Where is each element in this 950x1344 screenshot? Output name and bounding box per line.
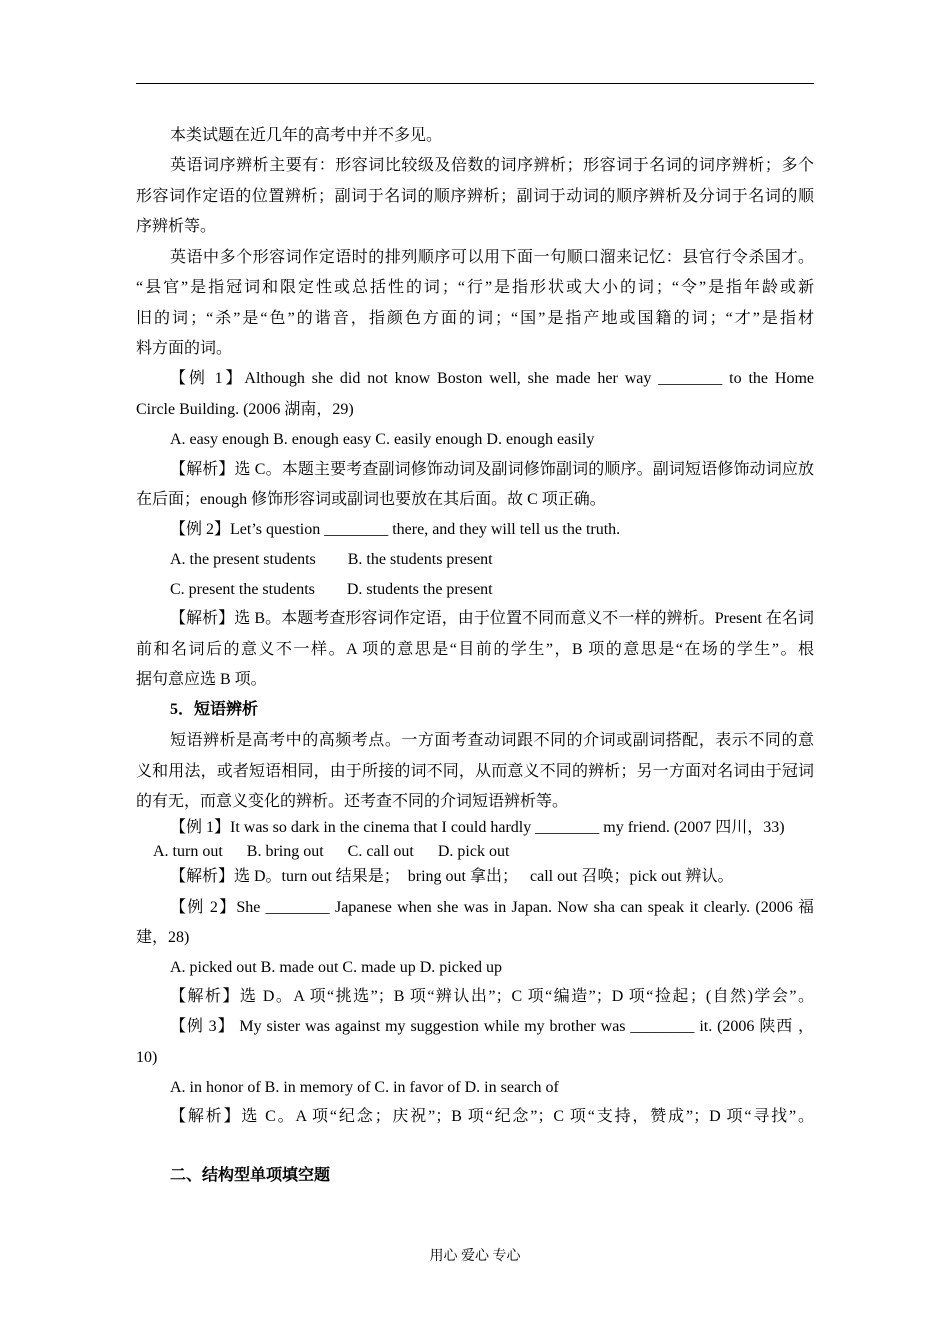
example-options: A. easy enough B. enough easy C. easily enough D. enough easily (170, 431, 595, 448)
section-heading: 二、结构型单项填空题 (170, 1167, 331, 1184)
section-heading: 5．短语辨析 (170, 701, 259, 718)
paragraph-line: 形容词作定语的位置辨析；副词于名词的顺序辨析；副词于动词的顺序辨析及分词于名词的顺 (136, 188, 814, 205)
page-footer: 用心 爱心 专心 (429, 1249, 521, 1264)
paragraph-line: 英语词序辨析主要有：形容词比较级及倍数的词序辨析；形容词于名词的词序辨析；多个 (170, 157, 814, 174)
example-options: C. present the students D. students the present (170, 581, 493, 598)
paragraph-line: 英语中多个形容词作定语时的排列顺序可以用下面一句顺口溜来记忆：县官行令杀国才。 (170, 249, 814, 266)
example-options: A. in honor of B. in memory of C. in favor of D. in search of (170, 1079, 559, 1096)
header-rule (136, 83, 814, 84)
example-source: Circle Building. (2006 湖南，29) (136, 401, 354, 418)
paragraph-line: 旧的词；“杀”是“色”的谐音，指颜色方面的词；“国”是指产地或国籍的词；“才”是指材 (136, 310, 814, 327)
example-source: 10) (136, 1049, 158, 1066)
paragraph-line: 本类试题在近几年的高考中并不多见。 (170, 127, 443, 144)
paragraph-line: 短语辨析是高考中的高频考点。一方面考查动词跟不同的介词或副词搭配，表示不同的意 (170, 732, 814, 749)
example-question: 【例 2】Let’s question ________ there, and they will tell us the truth. (170, 521, 621, 538)
example-question: 【例 1】It was so dark in the cinema that I could hardly ________ my friend. (2007 四川，33) (170, 819, 785, 836)
analysis-line: 【解析】选 B。本题考查形容词作定语，由于位置不同而意义不一样的辨析。Present 在名词 (170, 610, 814, 627)
paragraph-line: 序辨析等。 (136, 218, 217, 235)
example-source: 建，28) (136, 929, 190, 946)
analysis-line: 前和名词后的意义不一样。A 项的意思是“目前的学生”，B 项的意思是“在场的学生”。根 (136, 641, 814, 658)
paragraph-line: 义和用法，或者短语相同，由于所接的词不同，从而意义不同的辨析；另一方面对名词由于冠词 (136, 763, 814, 780)
analysis-line: 【解析】选 C。A 项“纪念；庆祝”；B 项“纪念”；C 项“支持，赞成”；D 项“寻找”。 (170, 1108, 814, 1125)
example-options: A. the present students B. the students present (170, 551, 493, 568)
analysis-line: 据句意应选 B 项。 (136, 671, 267, 688)
analysis-line: 【解析】选 C。本题主要考查副词修饰动词及副词修饰副词的顺序。副词短语修饰动词应放 (170, 461, 814, 478)
analysis-line: 【解析】选 D。turn out 结果是； bring out 拿出； call out 召唤；pick out 辨认。 (170, 868, 734, 885)
analysis-line: 【解析】选 D。A 项“挑选”；B 项“辨认出”；C 项“编造”；D 项“捡起；(自然)学会”。 (170, 988, 814, 1005)
paragraph-line: 的有无，而意义变化的辨析。还考查不同的介词短语辨析等。 (136, 793, 569, 810)
example-question: 【例 2】She ________ Japanese when she was in Japan. Now sha can speak it clearly. (2006 福 (170, 899, 814, 916)
paragraph-line: 料方面的词。 (136, 340, 233, 357)
example-options: A. picked out B. made out C. made up D. picked up (170, 959, 502, 976)
paragraph-line: “县官”是指冠词和限定性或总括性的词；“行”是指形状或大小的词；“令”是指年龄或新 (136, 279, 814, 296)
example-question: 【例 1】Although she did not know Boston well, she made her way ________ to the Home (170, 370, 814, 387)
example-question: 【例 3】 My sister was against my suggestion while my brother was ________ it. (2006 陕西 ， (170, 1018, 814, 1035)
analysis-line: 在后面；enough 修饰形容词或副词也要放在其后面。故 C 项正确。 (136, 491, 606, 508)
example-options: A. turn out B. bring out C. call out D. pick out (153, 843, 510, 860)
